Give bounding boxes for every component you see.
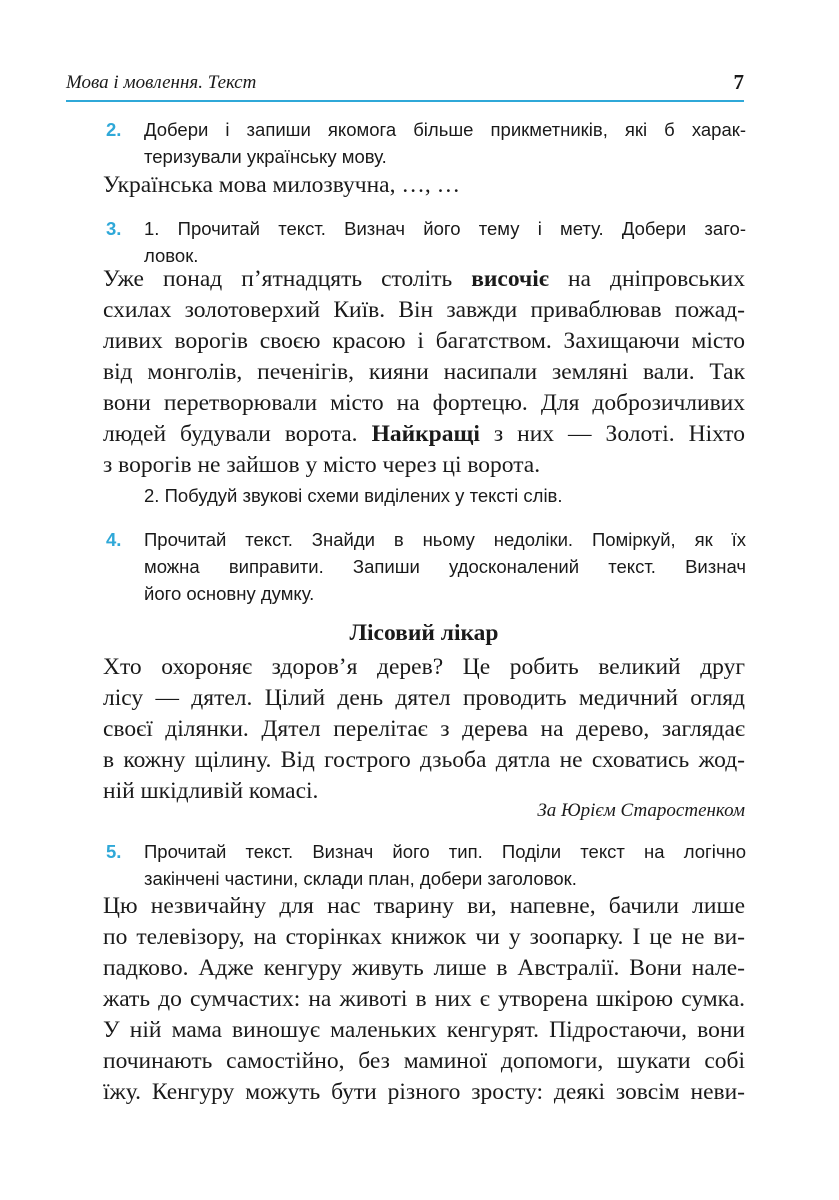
text-fragment: на дніпровських [548, 266, 745, 292]
task-line: можна виправити. Запиши удосконалений текст. Визнач [144, 556, 746, 577]
text-line: в кожну щілину. Від гострого дзьоба дятла не сховатись жод- [103, 747, 745, 773]
task-line: 1. Прочитай текст. Визнач його тему і мету. Добери заго- [144, 218, 746, 239]
task-3-part-2: 2. Побудуй звукові схеми виділених у тексті слів. [144, 485, 563, 506]
text-fragment: людей будували ворота. [103, 421, 372, 447]
text-fragment: з них — Золоті. Ніхто [479, 421, 745, 447]
task-text [144, 526, 746, 607]
story-title: Лісовий лікар [349, 620, 499, 646]
text-line: жать до сумчастих: на животі в них є утворена шкірою сумка. [103, 986, 745, 1012]
text-line: по телевізору, на сторінках книжок чи у зоопарку. І це не ви- [103, 924, 745, 950]
page-header [66, 62, 744, 102]
task-number: 4. [106, 529, 122, 550]
task-2 [106, 116, 746, 170]
highlighted-word: Найкращі [371, 421, 480, 447]
text-line: Цю незвичайну для нас тварину ви, напевне, бачили лише [103, 893, 745, 919]
task-5 [106, 838, 746, 892]
story-author: За Юрієм Старостенком [537, 800, 745, 821]
reading-text-kangaroo [103, 891, 745, 1108]
task-line: Прочитай текст. Визнач його тип. Поділи текст на логічно [144, 841, 746, 862]
task-number: 3. [106, 218, 122, 239]
task-number: 5. [106, 841, 122, 862]
task-line: теризували українську мову. [144, 146, 387, 167]
text-line: від монголів, печенігів, кияни насипали земляні вали. Так [103, 359, 745, 385]
task-line: його основну думку. [144, 583, 315, 604]
text-line: ливих ворогів своєю красою і багатством. Захищаючи місто [103, 328, 745, 354]
text-line [103, 264, 745, 295]
example-line: Українська мова милозвучна, …, … [103, 172, 461, 198]
reading-text-kyiv [103, 264, 745, 481]
task-text [144, 215, 746, 269]
running-title: Мова і мовлення. Текст [66, 72, 257, 93]
text-line [103, 419, 745, 450]
text-line: з ворогів не зайшов у місто через ці ворота. [103, 452, 541, 478]
task-text [144, 116, 746, 170]
task-3 [106, 215, 746, 269]
task-4 [106, 526, 746, 607]
text-line: падково. Адже кенгуру живуть лише в Австралії. Вони нале- [103, 955, 745, 981]
task-line: Добери і запиши якомога більше прикметників, які б харак- [144, 119, 746, 140]
text-line: їжу. Кенгуру можуть бути різного зросту: деякі зовсім неви- [103, 1079, 745, 1105]
task-line: закінчені частини, склади план, добери заголовок. [144, 868, 577, 889]
highlighted-word: височіє [471, 266, 549, 292]
text-line: вони перетворювали місто на фортецю. Для доброзичливих [103, 390, 745, 416]
text-line: лісу — дятел. Цілий день дятел проводить медичний огляд [103, 685, 745, 711]
task-line: ловок. [144, 245, 199, 266]
text-line: У ній мама виношує маленьких кенгурят. Підростаючи, вони [103, 1017, 745, 1043]
text-line: своєї ділянки. Дятел перелітає з дерева на дерево, заглядає [103, 716, 745, 742]
task-text [144, 838, 746, 892]
text-line: починають самостійно, без маминої допомоги, шукати собі [103, 1048, 745, 1074]
text-line: схилах золотоверхий Київ. Він завжди приваблював пожад- [103, 297, 745, 323]
page-number: 7 [733, 70, 744, 94]
story-text [103, 652, 745, 807]
task-number: 2. [106, 119, 122, 140]
text-line: ній шкідливій комасі. [103, 778, 319, 804]
task-line: Прочитай текст. Знайди в ньому недоліки. Поміркуй, як їх [144, 529, 746, 550]
text-line: Хто охороняє здоров’я дерев? Це робить великий друг [103, 654, 745, 680]
text-fragment: Уже понад п’ятнадцять століть [103, 266, 472, 292]
